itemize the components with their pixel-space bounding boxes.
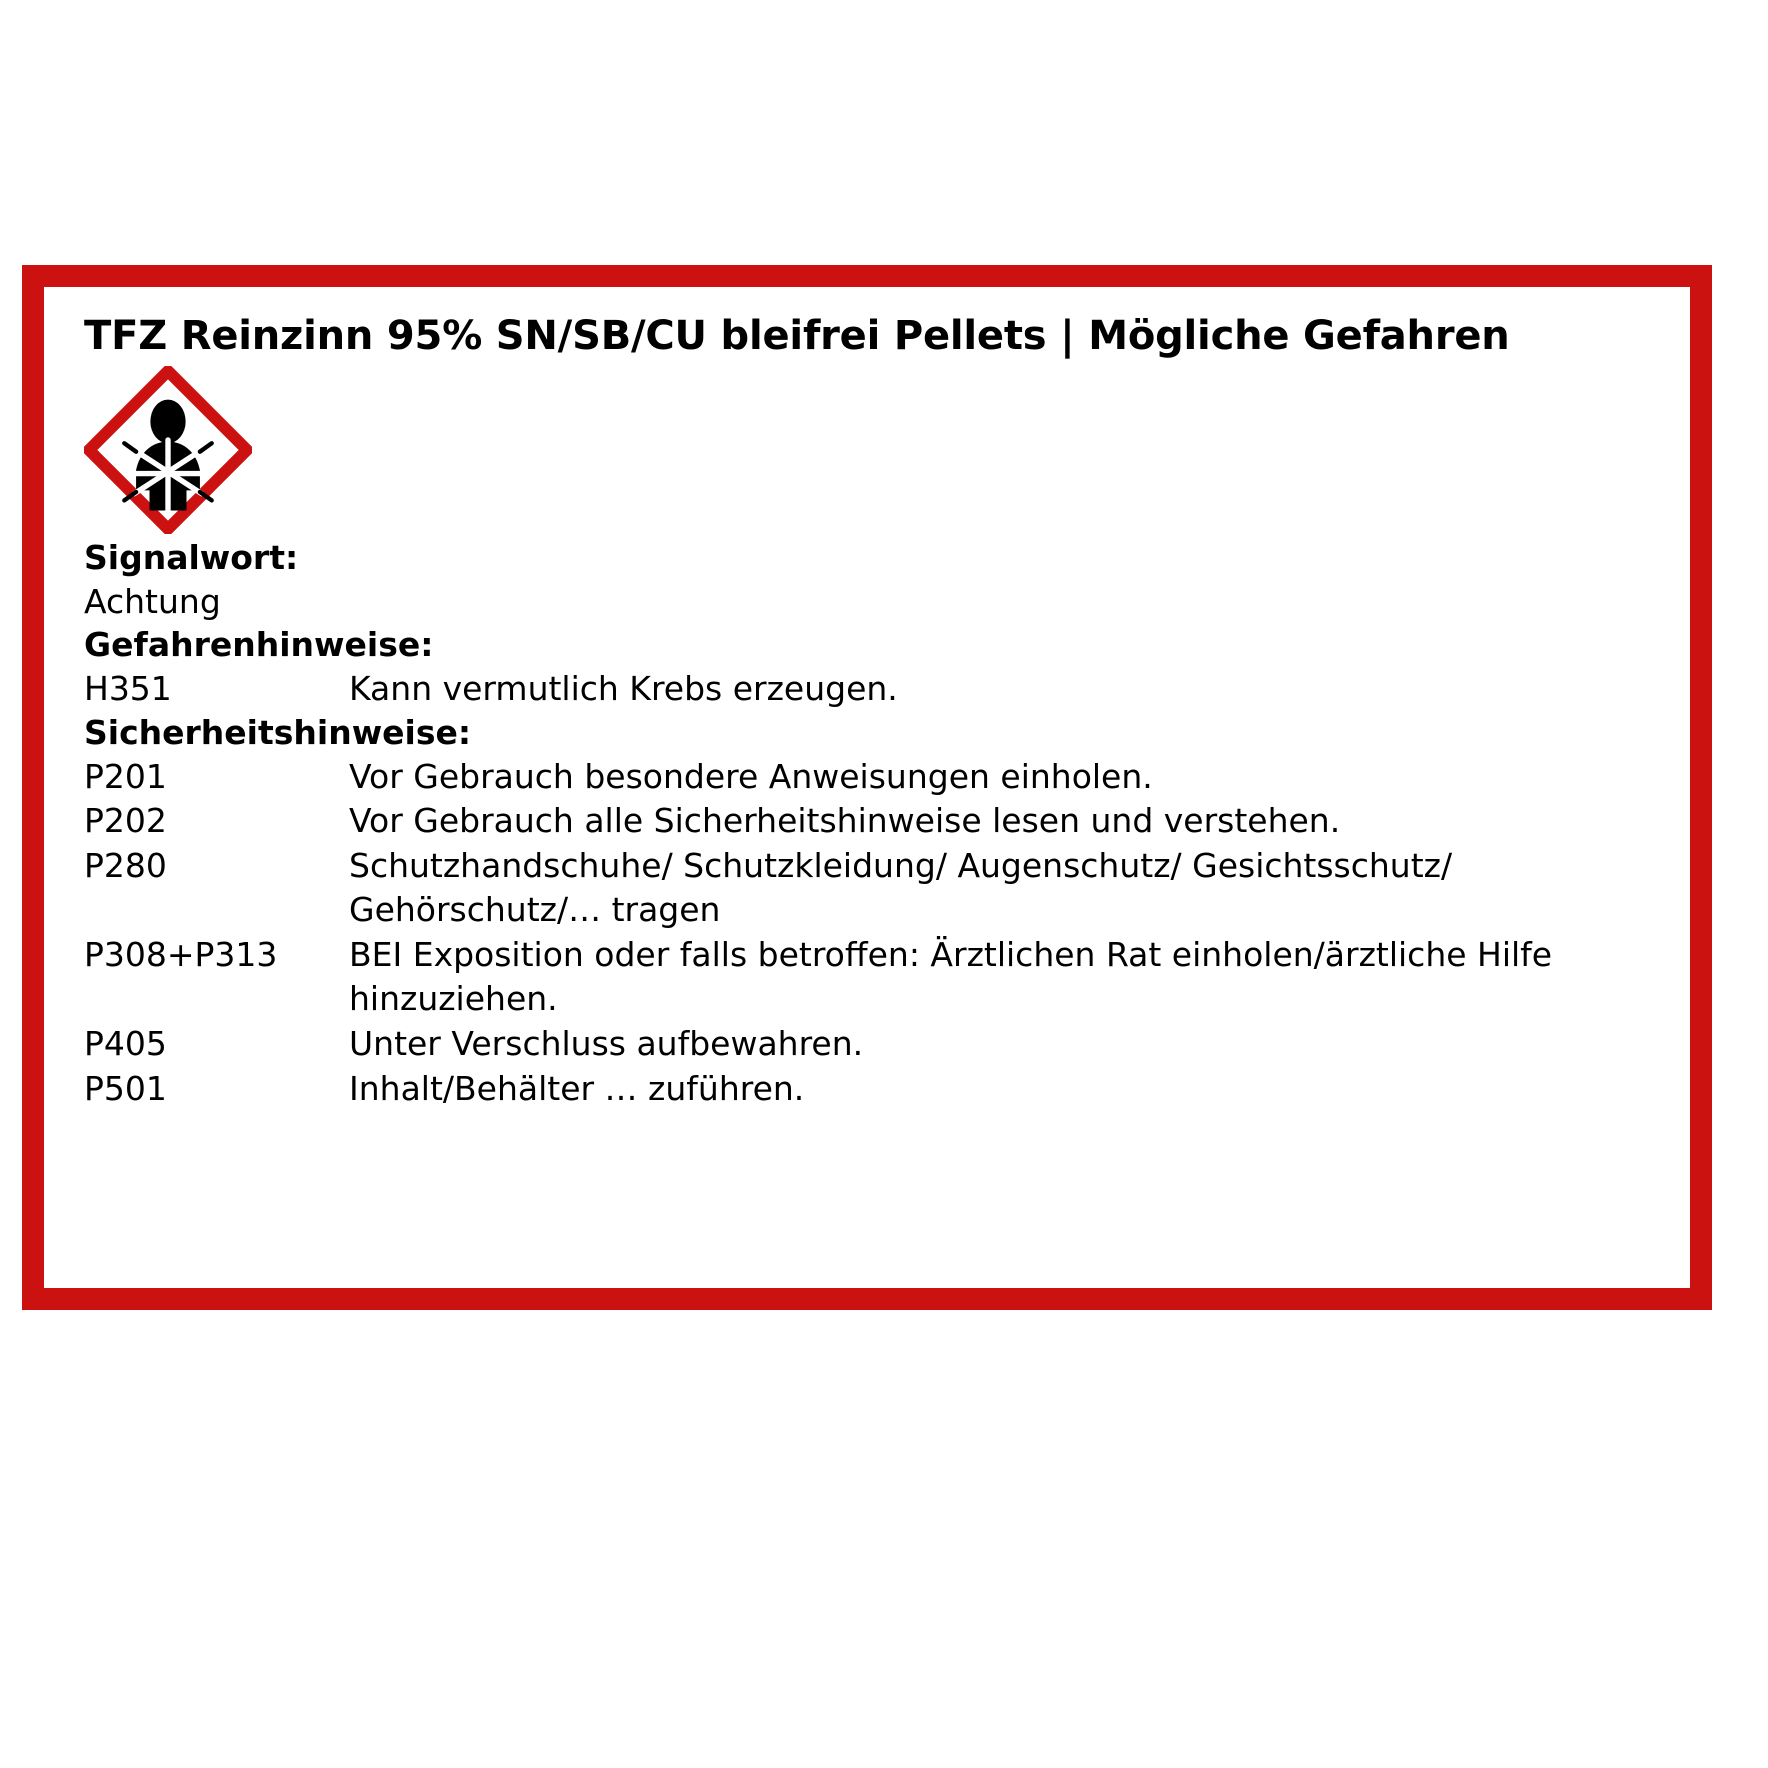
precaution-code: P405: [84, 1024, 167, 1064]
precaution-text: Unter Verschluss aufbewahren.: [349, 1024, 864, 1064]
table-row: [84, 755, 1652, 800]
page-title: TFZ Reinzinn 95% SN/SB/CU bleifrei Pellets | Mögliche Gefahren: [84, 313, 1510, 359]
hazard-statements-heading: Gefahrenhinweise:: [84, 625, 434, 665]
pictogram-row: [84, 366, 1652, 536]
hazard-text: Kann vermutlich Krebs erzeugen.: [349, 668, 898, 708]
table-row: [84, 844, 1652, 933]
precaution-text: Schutzhandschuhe/ Schutzkleidung/ Augenschutz/ Gesichtsschutz/ Gehörschutz/… tragen: [349, 845, 1453, 930]
table-row: [84, 1067, 1652, 1112]
table-row: [84, 933, 1652, 1022]
precaution-text: BEI Exposition oder falls betroffen: Ärztlichen Rat einholen/ärztliche Hilfe hinzuziehen.: [349, 934, 1553, 1019]
precaution-text: Inhalt/Behälter … zuführen.: [349, 1068, 805, 1108]
hazard-label-card: [22, 265, 1712, 1310]
ghs08-health-hazard-icon: [84, 366, 252, 534]
precaution-code: P501: [84, 1068, 167, 1108]
precaution-code: P202: [84, 801, 167, 841]
table-row: [84, 667, 1652, 712]
precaution-text: Vor Gebrauch besondere Anweisungen einholen.: [349, 756, 1153, 796]
hazard-code: H351: [84, 668, 172, 708]
precaution-code: P280: [84, 845, 167, 885]
precaution-code: P308+P313: [84, 934, 278, 974]
precaution-code: P201: [84, 756, 167, 796]
table-row: [84, 799, 1652, 844]
precaution-text: Vor Gebrauch alle Sicherheitshinweise lesen und verstehen.: [349, 801, 1341, 841]
signal-word-heading: Signalwort:: [84, 538, 299, 577]
signal-word-value: Achtung: [84, 581, 221, 621]
hazard-statements-table: [84, 667, 1652, 712]
precautionary-statements-table: [84, 755, 1652, 1111]
hazard-label-content: [44, 287, 1690, 1288]
table-row: [84, 1022, 1652, 1067]
precautionary-statements-heading: Sicherheitshinweise:: [84, 713, 472, 753]
